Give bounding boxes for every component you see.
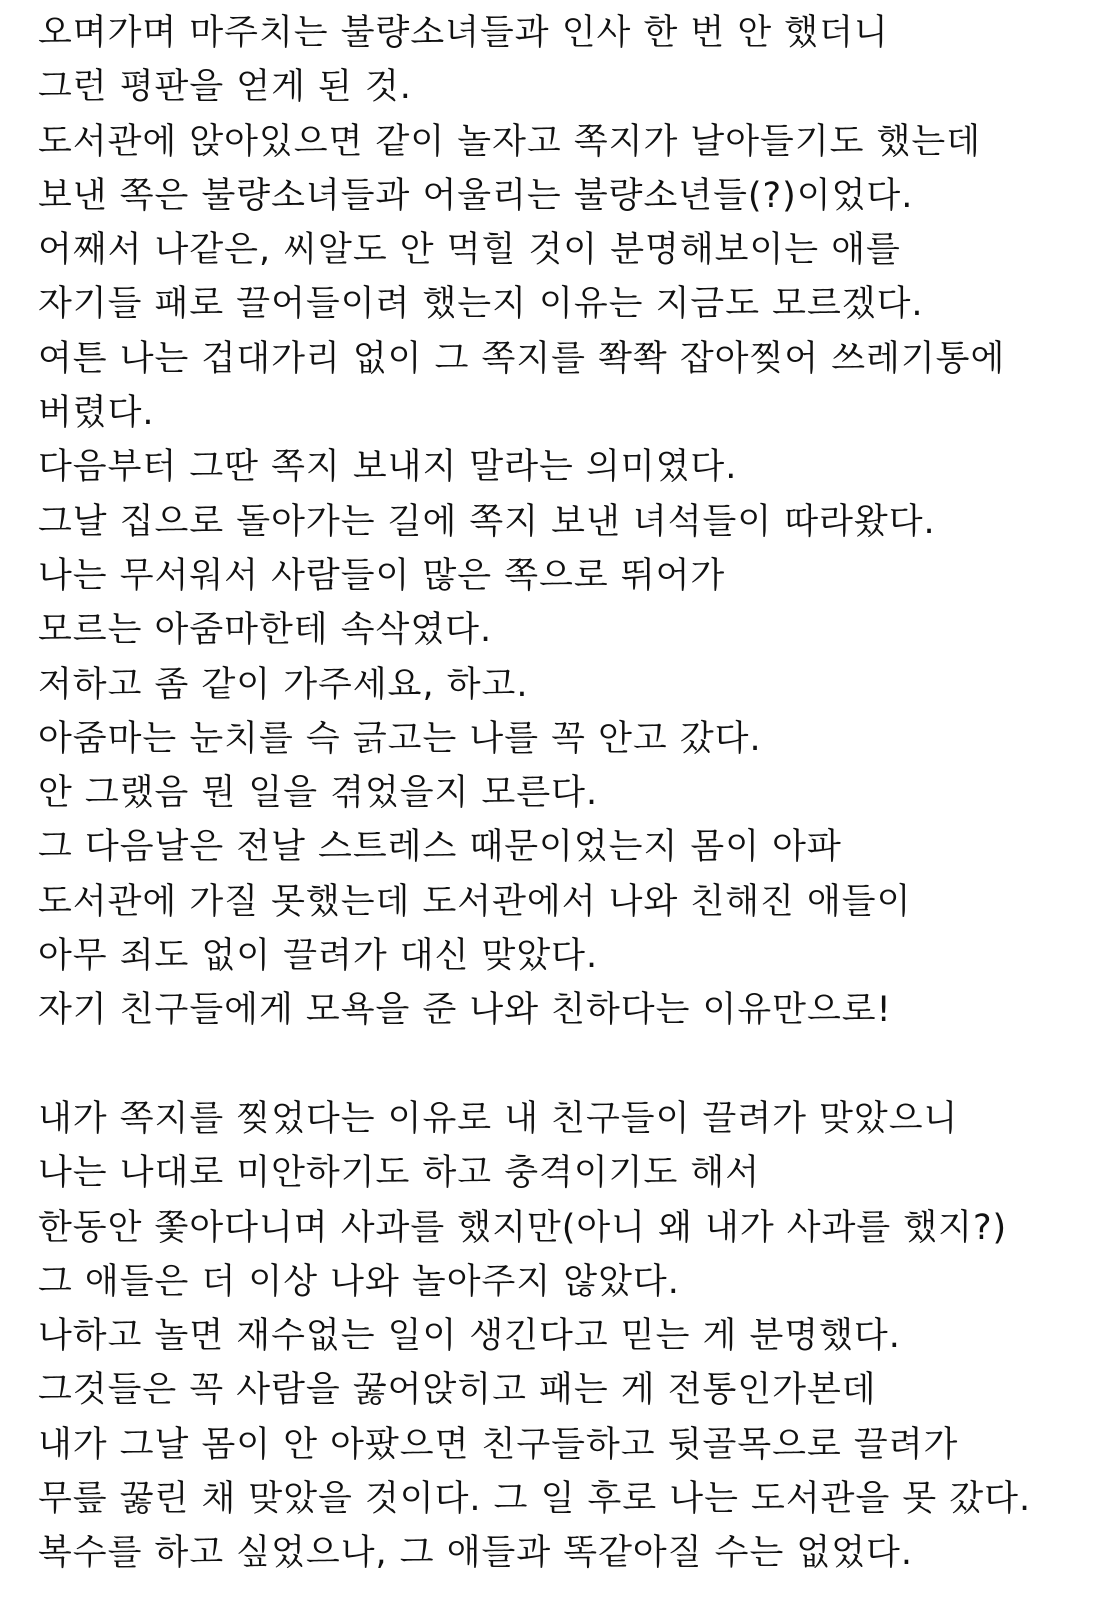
text-line: 내가 그날 몸이 안 아팠으면 친구들하고 뒷골목으로 끌려가: [38, 1424, 959, 1465]
text-line: 나하고 놀면 재수없는 일이 생긴다고 믿는 게 분명했다.: [38, 1316, 901, 1357]
text-line: 도서관에 가질 못했는데 도서관에서 나와 친해진 애들이: [38, 881, 912, 922]
paragraph-break: [38, 1038, 1078, 1092]
handwritten-text-body: [38, 6, 1078, 1581]
text-line: 내가 쪽지를 찢었다는 이유로 내 친구들이 끌려가 맞았으니: [38, 1098, 959, 1139]
text-line: 그런 평판을 얻게 된 것.: [38, 67, 412, 108]
text-line: 아무 죄도 없이 끌려가 대신 맞았다.: [38, 936, 599, 977]
text-line: 도서관에 앉아있으면 같이 놀자고 쪽지가 날아들기도 했는데: [38, 121, 982, 162]
text-line: 그 다음날은 전날 스트레스 때문이었는지 몸이 아파: [38, 827, 842, 868]
text-line: 자기들 패로 끌어들이려 했는지 이유는 지금도 모르겠다.: [38, 284, 924, 325]
text-line: 모르는 아줌마한테 속삭였다.: [38, 610, 493, 651]
text-line: 자기 친구들에게 모욕을 준 나와 친하다는 이유만으로!: [38, 990, 892, 1031]
text-line: 그것들은 꼭 사람을 꿇어앉히고 패는 게 전통인가본데: [38, 1370, 877, 1411]
text-line: 보낸 쪽은 불량소녀들과 어울리는 불량소년들(?)이었다.: [38, 175, 914, 216]
text-line: 복수를 하고 싶었으나, 그 애들과 똑같아질 수는 없었다.: [38, 1533, 913, 1574]
text-line: 어째서 나같은, 씨알도 안 먹힐 것이 분명해보이는 애를: [38, 230, 901, 271]
text-line: 저하고 좀 같이 가주세요, 하고.: [38, 664, 529, 705]
text-line: 나는 무서워서 사람들이 많은 쪽으로 뛰어가: [38, 555, 726, 596]
text-line: 여튼 나는 겁대가리 없이 그 쪽지를 쫙쫙 잡아찢어 쓰레기통에: [38, 338, 1006, 379]
text-line: 나는 나대로 미안하기도 하고 충격이기도 해서: [38, 1153, 761, 1194]
text-line: 무릎 꿇린 채 맞았을 것이다. 그 일 후로 나는 도서관을 못 갔다.: [38, 1479, 1032, 1520]
text-line: 한동안 쫓아다니며 사과를 했지만(아니 왜 내가 사과를 했지?): [38, 1207, 1008, 1248]
text-line: 버렸다.: [38, 393, 155, 434]
text-line: 오며가며 마주치는 불량소녀들과 인사 한 번 안 했더니: [38, 13, 889, 53]
text-line: 그날 집으로 돌아가는 길에 쪽지 보낸 녀석들이 따라왔다.: [38, 501, 936, 542]
text-line: 아줌마는 눈치를 슥 긁고는 나를 꼭 안고 갔다.: [38, 718, 762, 759]
text-line: 그 애들은 더 이상 나와 놀아주지 않았다.: [38, 1261, 680, 1302]
text-line: 안 그랬음 뭔 일을 겪었을지 모른다.: [38, 773, 599, 814]
text-line: 다음부터 그딴 쪽지 보내지 말라는 의미였다.: [38, 447, 738, 488]
